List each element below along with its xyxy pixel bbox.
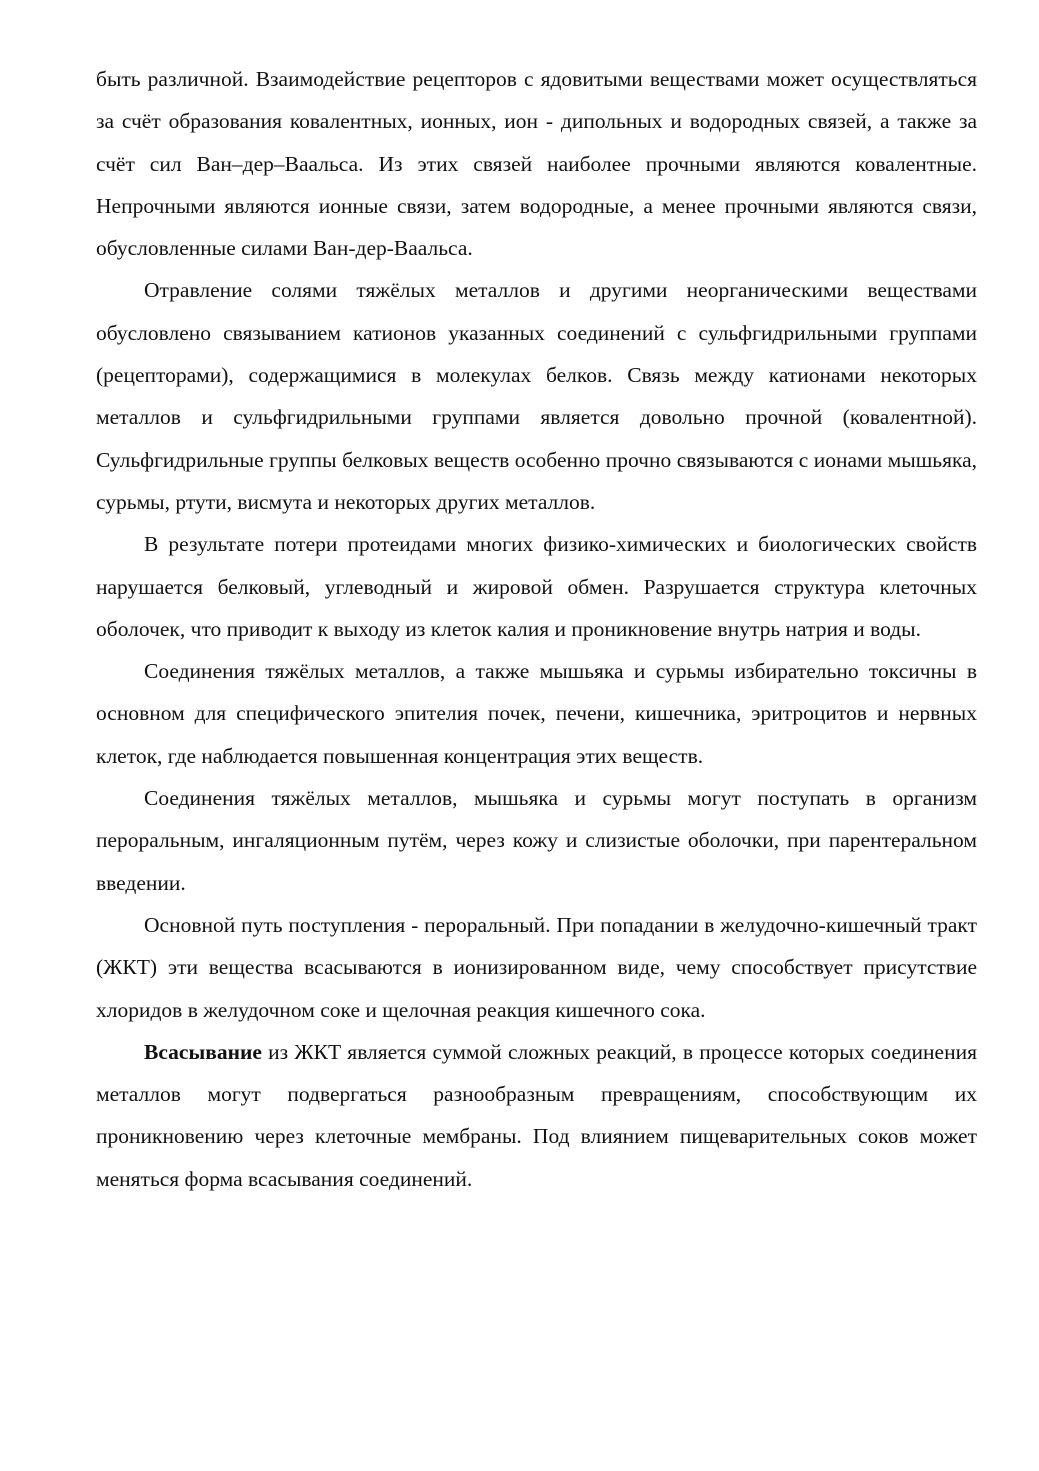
- paragraph-text: Соединения тяжёлых металлов, мышьяка и сурьмы могут поступать в организм пероральным, ингаляционным путём, через кожу и слизистые оболочки, при парентеральном введении.: [96, 786, 977, 895]
- paragraph-entry-routes: [96, 777, 977, 904]
- paragraph-heavy-metal-poisoning: [96, 269, 977, 523]
- paragraph-text: быть различной. Взаимодействие рецепторов с ядовитыми веществами может осуществляться за счёт образования ковалентных, ионных, ион - дипольных и водородных связей, а также за счёт сил Ван–дер–Ваальса. Из этих связей наиболее прочными являются ковалентные. Непрочными являются ионные связи, затем водородные, а менее прочными являются связи, обусловленные силами Ван-дер-Ваальса.: [96, 67, 977, 261]
- document-page: [96, 58, 977, 1200]
- bold-term: Всасывание: [144, 1039, 262, 1064]
- paragraph-absorption: [96, 1031, 977, 1200]
- paragraph-text: Соединения тяжёлых металлов, а также мышьяка и сурьмы избирательно токсичны в основном для специфического эпителия почек, печени, кишечника, эритроцитов и нервных клеток, где наблюдается повышенная концентрация этих веществ.: [96, 659, 977, 768]
- paragraph-selective-toxicity: [96, 650, 977, 777]
- paragraph-text: Основной путь поступления - пероральный. При попадании в желудочно-кишечный тракт (ЖКТ) эти вещества всасываются в ионизированном виде, чему способствует присутствие хлоридов в желудочном соке и щелочная реакция кишечного сока.: [96, 912, 977, 1022]
- paragraph-text: В результате потери протеидами многих физико-химических и биологических свойств нарушается белковый, углеводный и жировой обмен. Разрушается структура клеточных оболочек, что приводит к выходу из клеток калия и проникновение внутрь натрия и воды.: [96, 532, 977, 641]
- paragraph-protein-loss: [96, 523, 977, 650]
- paragraph-text: Отравление солями тяжёлых металлов и другими неорганическими веществами обусловлено связыванием катионов указанных соединений с сульфгидрильными группами (рецепторами), содержащимися в молекулах белков. Связь между катионами некоторых металлов и сульфгидрильными группами является довольно прочной (ковалентной). Сульфгидрильные группы белковых веществ особенно прочно связываются с ионами мышьяка, сурьмы, ртути, висмута и некоторых других металлов.: [96, 278, 977, 514]
- paragraph-oral-route: [96, 904, 977, 1031]
- paragraph-text: из ЖКТ является суммой сложных реакций, в процессе которых соединения металлов могут подвергаться разнообразным превращениям, способствующим их проникновению через клеточные мембраны. Под влиянием пищеварительных соков может меняться форма всасывания соединений.: [96, 1039, 977, 1191]
- paragraph-receptor-bonds: [96, 58, 977, 269]
